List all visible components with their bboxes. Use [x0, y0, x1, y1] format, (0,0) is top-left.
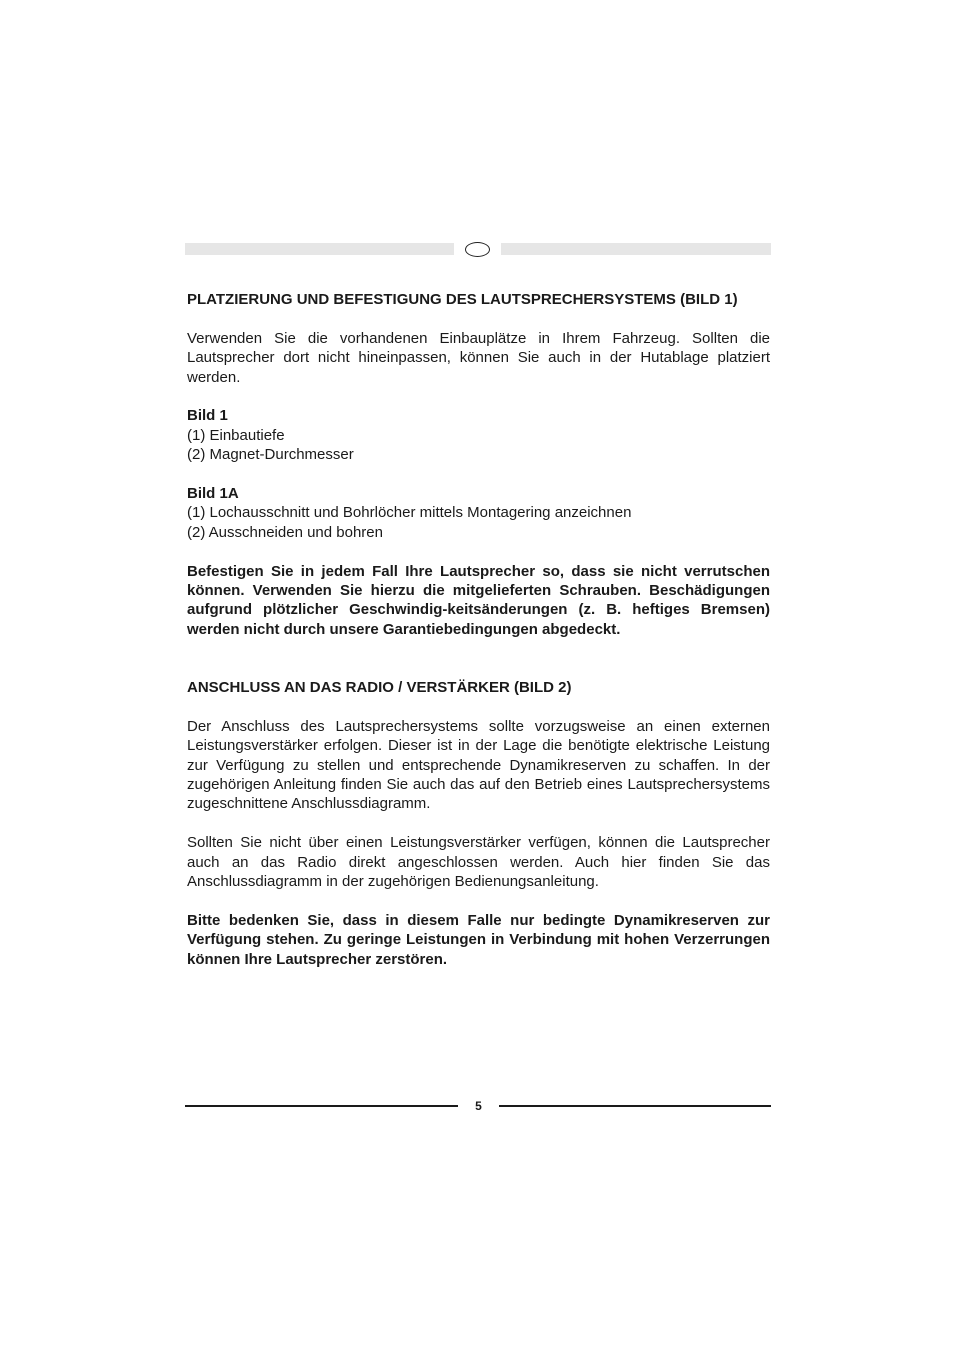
footer-line-right [499, 1105, 771, 1107]
header-bar-left [185, 243, 454, 255]
placement-intro-paragraph: Verwenden Sie die vorhandenen Einbauplätze in Ihrem Fahrzeug. Sollten die Lautsprecher dort nicht hineinpassen, können Sie auch in der Hutablage platziert werden. [187, 329, 770, 386]
header-bar-right [501, 243, 771, 255]
mounting-warning-paragraph: Befestigen Sie in jedem Fall Ihre Lautsprecher so, dass sie nicht verrutschen können. Verwenden Sie hierzu die mitgelieferten Schrauben. Beschädigungen aufgrund plötzlicher Geschwindig-keitsänderungen (z. B. heftiges Bremsen) werden nicht durch unsere Garantiebedingungen abgedeckt. [187, 562, 770, 638]
figure-1-item: (1) Einbautiefe [187, 426, 285, 444]
language-oval-icon [465, 242, 490, 257]
section-heading-placement: PLATZIERUNG UND BEFESTIGUNG DES LAUTSPRECHERSYSTEMS (BILD 1) [187, 291, 738, 308]
figure-1a-item: (1) Lochausschnitt und Bohrlöcher mittels Montagering anzeichnen [187, 504, 632, 522]
figure-1-title: Bild 1 [187, 407, 228, 425]
footer-line-left [185, 1105, 458, 1107]
figure-1a-title: Bild 1A [187, 485, 239, 503]
section-heading-connection: ANSCHLUSS AN DAS RADIO / VERSTÄRKER (BILD 2) [187, 679, 572, 697]
figure-1a-item: (2) Ausschneiden und bohren [187, 523, 383, 541]
page-content [187, 290, 770, 969]
figure-1-item: (2) Magnet-Durchmesser [187, 446, 354, 464]
connection-warning-paragraph: Bitte bedenken Sie, dass in diesem Falle nur bedingte Dynamikreserven zur Verfügung stehen. Zu geringe Leistungen in Verbindung mit hohen Verzerrungen können Ihre Lautsprecher zerstören. [187, 911, 770, 968]
connection-paragraph-2: Sollten Sie nicht über einen Leistungsverstärker verfügen, können die Lautsprecher auch an das Radio direkt angeschlossen werden. Auch hier finden Sie das Anschlussdiagramm in der zugehörigen Bedienungsanleitung. [187, 834, 770, 891]
connection-paragraph-1: Der Anschluss des Lautsprechersystems sollte vorzugsweise an einen externen Leistungsverstärker erfolgen. Dieser ist in der Lage die benötigte elektrische Leistung zur Verfügung zu stellen und entsprechende Dynamikreserven zu schaffen. In der zugehörigen Anleitung finden Sie auch das auf den Betrieb eines Lautsprechersystems zugeschnittene Anschlussdiagramm. [187, 717, 770, 813]
figure-1-legend [187, 406, 770, 464]
page-number: 5 [475, 1099, 482, 1113]
figure-1a-legend [187, 484, 770, 542]
